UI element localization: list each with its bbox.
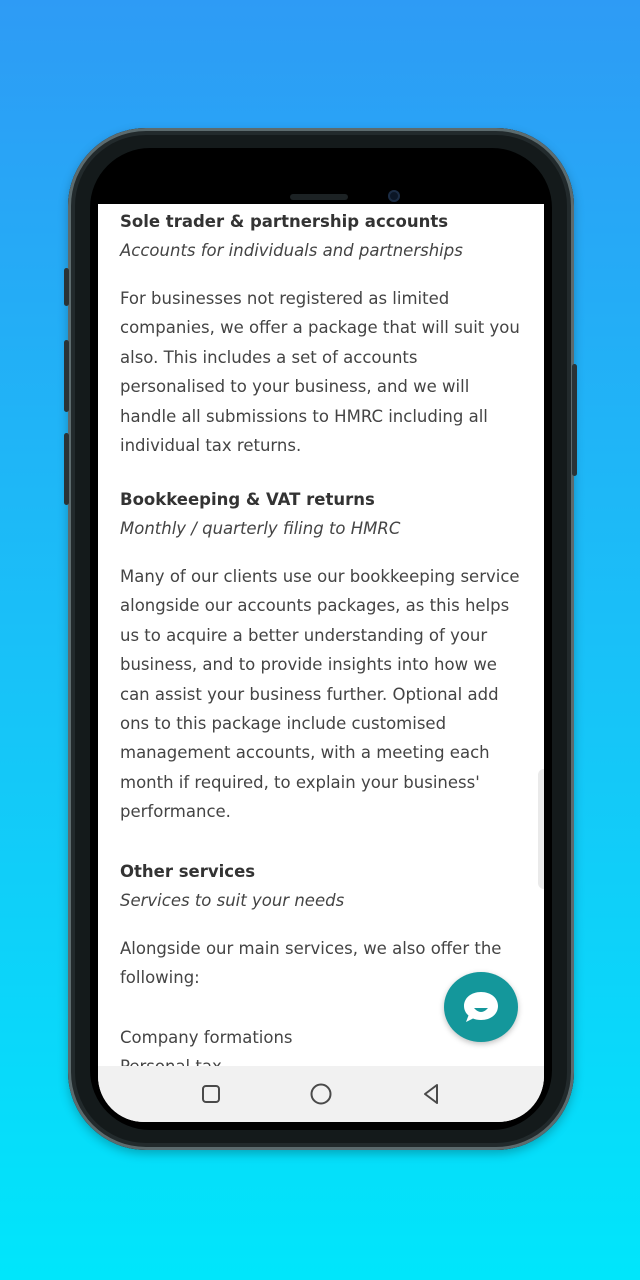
mute-switch: [64, 268, 69, 306]
recent-apps-button[interactable]: [191, 1074, 231, 1114]
section-subtitle-other-services: Services to suit your needs: [120, 891, 345, 910]
front-camera-icon: [388, 190, 400, 202]
section-body-sole-trader: For businesses not registered as limited companies, we offer a package that will suit you also. This includes a set of accounts personalised to your business, and we will handle all submissions to HMRC including all individual tax returns.: [120, 289, 520, 456]
volume-down-button: [64, 433, 69, 505]
scroll-edge[interactable]: [538, 769, 544, 889]
square-recent-apps-icon: [200, 1083, 222, 1105]
chat-button[interactable]: [444, 972, 518, 1042]
earpiece-speaker: [290, 194, 348, 200]
section-body-other-services: Alongside our main services, we also offer the following:: [120, 939, 502, 988]
back-button[interactable]: [411, 1074, 451, 1114]
section-subtitle-sole-trader: Accounts for individuals and partnerships: [120, 241, 463, 260]
phone-frame: [68, 128, 574, 1150]
section-title-sole-trader: Sole trader & partnership accounts: [120, 212, 449, 231]
phone-bezel: [90, 148, 552, 1130]
section-title-other-services: Other services: [120, 862, 256, 881]
power-button: [572, 364, 577, 476]
section-subtitle-bookkeeping: Monthly / quarterly filing to HMRC: [120, 519, 401, 538]
volume-up-button: [64, 340, 69, 412]
circle-home-icon: [308, 1081, 334, 1107]
screen: [98, 204, 544, 1122]
triangle-back-icon: [420, 1082, 442, 1106]
chat-bubble-icon: [461, 989, 501, 1025]
section-body-bookkeeping: Many of our clients use our bookkeeping service alongside our accounts packages, as this helps us to acquire a better understanding of your business, and to provide insights into how we can assist your business further. Optional add ons to this package include customised management accounts, with a meeting each month if required, to explain your business' performance.: [120, 567, 520, 822]
section-title-bookkeeping: Bookkeeping & VAT returns: [120, 490, 375, 509]
home-button[interactable]: [301, 1074, 341, 1114]
list-item: Company formations: [120, 1028, 293, 1047]
system-nav-bar: [98, 1066, 544, 1122]
